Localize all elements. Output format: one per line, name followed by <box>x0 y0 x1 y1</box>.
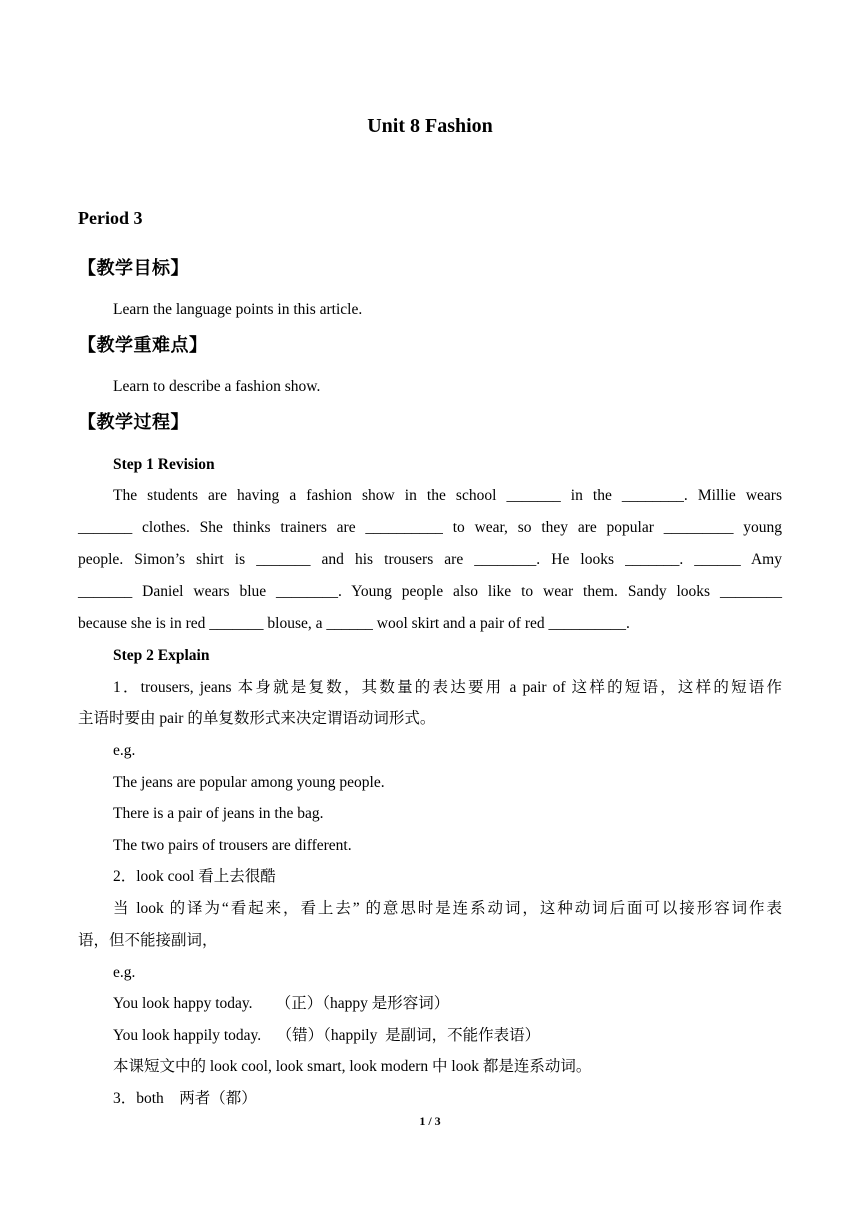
step1-paragraph-line: people. Simon’s shirt is _______ and his trousers are ________. He looks _______. ______ Amy <box>78 551 782 568</box>
point2-title: 2．look cool 看上去很酷 <box>113 868 276 885</box>
section-heading-key-points: 【教学重难点】 <box>78 335 208 356</box>
step2-heading: Step 2 Explain <box>113 647 210 664</box>
point1-line: 1．trousers, jeans 本身就是复数，其数量的表达要用 a pair of 这样的短语，这样的短语作 <box>113 679 782 696</box>
example-sentence: The jeans are popular among young people. <box>113 774 385 791</box>
section-heading-objectives: 【教学目标】 <box>78 258 189 279</box>
step1-paragraph-line: The students are having a fashion show in the school _______ in the ________. Millie wears <box>113 487 782 504</box>
objectives-text: Learn the language points in this article. <box>113 301 363 318</box>
example-sentence: You look happy today. （正）（happy 是形容词） <box>113 995 450 1012</box>
point2-line: 语，但不能接副词， <box>78 932 218 949</box>
example-label: e.g. <box>113 964 136 981</box>
step1-paragraph-line: _______ Daniel wears blue ________. Young people also like to wear them. Sandy looks ________ <box>78 583 782 600</box>
section-heading-process: 【教学过程】 <box>78 412 189 433</box>
point1-line: 主语时要由 pair 的单复数形式来决定谓语动词形式。 <box>78 710 436 727</box>
period-heading: Period 3 <box>78 208 143 228</box>
point2-line: 当 look 的译为“看起来，看上去” 的意思时是连系动词，这种动词后面可以接形容词作表 <box>113 900 782 917</box>
example-sentence: The two pairs of trousers are different. <box>113 837 352 854</box>
page-number: 1 / 3 <box>419 1114 441 1128</box>
step1-paragraph-line: _______ clothes. She thinks trainers are __________ to wear, so they are popular _________ young <box>78 519 782 536</box>
example-sentence: You look happily today. （错）（happily 是副词，不能作表语） <box>113 1027 541 1044</box>
point3-title: 3．both 两者（都） <box>113 1090 257 1107</box>
step1-heading: Step 1 Revision <box>113 456 215 473</box>
example-sentence: There is a pair of jeans in the bag. <box>113 805 324 822</box>
step1-paragraph-line: because she is in red _______ blouse, a ______ wool skirt and a pair of red __________. <box>78 615 630 632</box>
key-points-text: Learn to describe a fashion show. <box>113 378 321 395</box>
document-title: Unit 8 Fashion <box>367 115 493 137</box>
example-label: e.g. <box>113 742 136 759</box>
point2-note: 本课短文中的 look cool, look smart, look modern 中 look 都是连系动词。 <box>113 1058 592 1075</box>
